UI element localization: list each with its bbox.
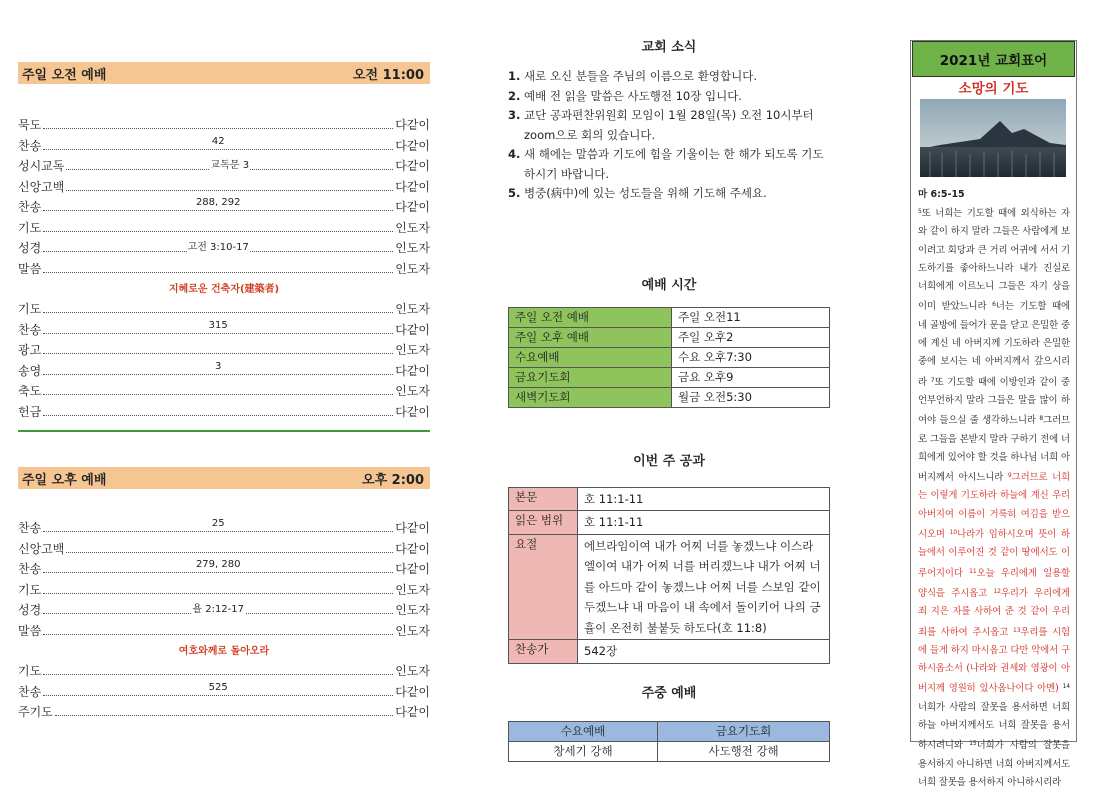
order-item: 기도 xyxy=(18,664,42,678)
service-time: 월금 오전5:30 xyxy=(672,387,830,407)
order-detail: 교독문 3 xyxy=(210,160,250,171)
news-text: 병중(病中)에 있는 성도들을 위해 기도해 주세요. xyxy=(524,186,767,200)
service-name: 금요기도회 xyxy=(509,367,672,387)
order-item: 찬송 xyxy=(18,562,42,576)
order-row xyxy=(18,178,430,199)
news-item xyxy=(508,87,830,107)
lesson-label: 요절 xyxy=(509,534,578,640)
midweek-title: 주중 예배 xyxy=(641,685,697,701)
service-times-table xyxy=(508,307,830,408)
lesson-row xyxy=(509,534,830,640)
lesson-label: 본문 xyxy=(509,487,578,511)
verse-number: 11 xyxy=(969,567,977,575)
leader-dots xyxy=(66,180,393,191)
order-leader: 인도자 xyxy=(395,664,430,678)
order-item: 송영 xyxy=(18,363,42,378)
order-item: 말씀 xyxy=(18,261,42,276)
lesson-table xyxy=(508,487,830,664)
morning-service xyxy=(18,62,430,423)
order-item: 주기도 xyxy=(18,705,53,719)
order-row xyxy=(18,403,430,424)
order-row xyxy=(18,260,430,281)
verse-number: 7 xyxy=(930,376,935,384)
order-row xyxy=(18,540,430,561)
order-detail xyxy=(217,402,219,413)
verse-text: 우리가 우리에게 죄 지은 자를 사하여 준 것 같이 우리 죄를 사하여 주시옵고 xyxy=(918,587,1070,638)
lesson-value: 에브라임이여 내가 어찌 너를 놓겠느냐 이스라엘이여 내가 어찌 너를 버리겠느냐 내가 어찌 너를 아드마 같이 놓겠느냐 어찌 너를 스보임 같이 두겠느냐 내 마음이 내 속에서 돌이키어 나의 긍휼이 온전히 불붙듯 하도다(호 11:8) xyxy=(578,534,830,640)
order-row xyxy=(18,519,430,540)
lesson-value: 호 11:1-11 xyxy=(578,487,830,511)
order-detail xyxy=(217,259,219,270)
order-item: 헌금 xyxy=(18,404,42,419)
order-detail xyxy=(217,381,219,392)
order-leader: 다같이 xyxy=(395,684,430,699)
verse-text: 그러므로 그들을 본받지 말라 구하기 전에 너희에게 있어야 할 것을 하나님 너희 아버지께서 아시느니라 xyxy=(918,415,1070,484)
news-item xyxy=(508,67,830,87)
lesson-label: 읽은 범위 xyxy=(509,511,578,535)
lesson-row xyxy=(509,640,830,664)
order-row xyxy=(18,219,430,240)
morning-service-time: 오전 11:00 xyxy=(352,67,424,83)
verse-text: 너는 기도할 때에 네 골방에 들어가 문을 닫고 은밀한 중에 계신 네 아버지께 기도하라 은밀한 중에 보시는 네 아버지께서 갚으시리라 xyxy=(918,301,1070,388)
verse-number: 14 xyxy=(1062,683,1070,691)
leader-dots xyxy=(66,159,393,170)
leader-dots xyxy=(43,241,393,252)
motto-title: 2021년 교회표어 xyxy=(912,41,1075,77)
order-leader: 인도자 xyxy=(395,220,430,235)
verse-text: 그러므로 너희는 이렇게 기도하라 하늘에 계신 우리 아버지여 이름이 거룩히 여김을 받으시오며 xyxy=(918,472,1070,541)
order-row xyxy=(18,362,430,383)
news-number: 2. xyxy=(508,88,521,103)
afternoon-service-title: 주일 오후 예배 xyxy=(22,472,107,488)
news-list xyxy=(508,67,830,204)
order-leader: 인도자 xyxy=(395,343,430,357)
order-leader: 다같이 xyxy=(395,404,430,419)
order-detail xyxy=(229,539,231,550)
service-time: 수요 오후7:30 xyxy=(672,347,830,367)
leader-dots xyxy=(43,405,393,416)
afternoon-service xyxy=(18,467,430,724)
order-row xyxy=(18,116,430,137)
service-time: 주일 오전11 xyxy=(672,307,830,327)
midweek-header-wed: 수요예배 xyxy=(509,721,658,741)
order-leader: 다같이 xyxy=(395,521,430,535)
order-item: 찬송 xyxy=(18,200,42,214)
order-leader: 인도자 xyxy=(395,261,430,276)
order-item: 찬송 xyxy=(18,521,42,535)
order-item: 성시교독 xyxy=(18,159,65,173)
verse-number: 6 xyxy=(992,301,996,309)
order-item: 신앙고백 xyxy=(18,541,65,556)
morning-sermon-title: 지혜로운 건축자(建築者) xyxy=(168,284,280,295)
service-time: 금요 오후9 xyxy=(672,367,830,387)
order-leader: 다같이 xyxy=(395,159,430,173)
leader-dots xyxy=(43,360,393,375)
verse-text: 너희가 사람의 잘못을 용서하지 아니하면 너희 아버지께서도 너희 잘못을 용서하지 아니하시리라 xyxy=(918,740,1070,788)
order-row xyxy=(18,198,430,219)
news-title: 교회 소식 xyxy=(641,40,697,55)
order-leader: 다같이 xyxy=(395,200,430,214)
order-leader: 인도자 xyxy=(395,241,430,255)
leader-dots xyxy=(66,542,393,553)
order-row xyxy=(18,157,430,178)
news-number: 1. xyxy=(508,69,521,83)
midweek-value-fri: 사도행전 강해 xyxy=(658,741,830,761)
news-number: 5. xyxy=(508,186,521,200)
leader-dots xyxy=(43,118,393,129)
afternoon-service-header xyxy=(18,467,430,489)
verse-number: 5 xyxy=(918,208,922,215)
order-item: 찬송 xyxy=(18,684,42,699)
verse-number: 12 xyxy=(993,587,1001,595)
order-item: 찬송 xyxy=(18,322,42,337)
order-item: 묵도 xyxy=(18,118,42,132)
verse-number: 15 xyxy=(969,740,977,748)
order-row xyxy=(18,137,430,158)
lesson-value: 호 11:1-11 xyxy=(578,511,830,535)
morning-order-list-2 xyxy=(18,300,430,423)
service-time: 주일 오후2 xyxy=(672,327,830,347)
morning-service-title: 주일 오전 예배 xyxy=(22,67,107,83)
order-item: 축도 xyxy=(18,384,42,398)
news-item xyxy=(508,106,830,145)
order-leader: 다같이 xyxy=(395,541,430,556)
lesson-row xyxy=(509,487,830,511)
news-number: 3. xyxy=(508,108,521,122)
order-item: 말씀 xyxy=(18,623,42,638)
order-detail: 42 xyxy=(211,135,225,147)
order-detail xyxy=(223,702,225,713)
service-time-row xyxy=(509,327,830,347)
service-time-row xyxy=(509,387,830,407)
leader-dots xyxy=(43,624,393,635)
order-row xyxy=(18,662,430,683)
leader-dots xyxy=(43,197,393,211)
order-leader: 인도자 xyxy=(395,603,430,617)
order-item: 광고 xyxy=(18,343,42,357)
service-times-title: 예배 시간 xyxy=(641,277,697,293)
leader-dots xyxy=(43,583,393,594)
morning-order-list xyxy=(18,116,430,280)
motto-panel xyxy=(910,40,1077,788)
section-divider xyxy=(18,430,430,432)
middle-column xyxy=(508,36,830,762)
midweek-header-fri: 금요기도회 xyxy=(658,721,830,741)
service-name: 새벽기도회 xyxy=(509,387,672,407)
verse-number: 8 xyxy=(1039,415,1044,423)
order-row xyxy=(18,341,430,362)
order-detail xyxy=(217,340,219,351)
verse-number: 10 xyxy=(949,529,958,537)
lesson-value: 542장 xyxy=(578,640,830,664)
news-text: 새 해에는 말씀과 기도에 힘을 기울이는 한 해가 되도록 기도하시기 바랍니다. xyxy=(524,147,824,181)
order-detail: 525 xyxy=(208,681,228,693)
leader-dots xyxy=(43,135,393,150)
afternoon-sermon-title: 여호와께로 돌아오라 xyxy=(178,646,270,657)
leader-dots xyxy=(43,262,393,273)
lesson-title: 이번 주 공과 xyxy=(633,453,705,469)
order-leader: 다같이 xyxy=(395,118,430,132)
order-item: 기도 xyxy=(18,220,42,235)
service-time-row xyxy=(509,347,830,367)
order-item: 찬송 xyxy=(18,138,42,153)
order-leader: 인도자 xyxy=(395,582,430,597)
order-detail: 고전 3:10-17 xyxy=(187,242,249,253)
order-row xyxy=(18,581,430,602)
order-detail xyxy=(217,580,219,591)
service-time-row xyxy=(509,367,830,387)
verse-number: 9 xyxy=(1007,472,1012,480)
order-leader: 다같이 xyxy=(395,562,430,576)
order-leader: 인도자 xyxy=(395,384,430,398)
order-item: 기도 xyxy=(18,302,42,316)
order-detail xyxy=(217,218,219,229)
order-item: 성경 xyxy=(18,241,42,255)
order-leader: 다같이 xyxy=(395,322,430,337)
leader-dots xyxy=(43,681,393,696)
order-detail xyxy=(217,661,219,672)
order-detail xyxy=(217,299,219,310)
news-item xyxy=(508,184,830,204)
order-row xyxy=(18,683,430,704)
order-detail: 288, 292 xyxy=(195,197,241,208)
lesson-label: 찬송가 xyxy=(509,640,578,664)
order-row xyxy=(18,300,430,321)
verse-text: 오늘 우리에게 일용할 양식을 주시옵고 xyxy=(918,567,1070,599)
leader-dots xyxy=(43,221,393,232)
service-time-row xyxy=(509,307,830,327)
order-row xyxy=(18,560,430,581)
order-row xyxy=(18,703,430,724)
order-row xyxy=(18,382,430,403)
leader-dots xyxy=(43,343,393,354)
leader-dots xyxy=(55,705,393,716)
leader-dots xyxy=(43,603,393,614)
verse-text: 나라가 임하시오며 뜻이 하늘에서 이루어진 것 같이 땅에서도 이루어지이다 xyxy=(918,529,1070,579)
order-detail: 욜 2:12-17 xyxy=(192,604,245,615)
order-row xyxy=(18,601,430,622)
order-detail xyxy=(229,177,231,188)
order-detail: 3 xyxy=(215,360,222,372)
order-leader: 인도자 xyxy=(395,302,430,316)
verse-text: 너희가 사람의 잘못을 용서하면 너희 하늘 아버지께서도 너희 잘못을 용서하시려니와 xyxy=(918,701,1070,752)
leader-dots xyxy=(43,559,393,573)
midweek-value-wed: 창세기 강해 xyxy=(509,741,658,761)
order-item: 성경 xyxy=(18,603,42,617)
order-leader: 인도자 xyxy=(395,623,430,638)
leader-dots xyxy=(43,664,393,675)
order-item: 기도 xyxy=(18,582,42,597)
news-text: 교단 공과편찬위원회 모임이 1월 28일(목) 오전 10시부터 zoom으로 회의 있습니다. xyxy=(524,108,814,142)
order-detail xyxy=(217,621,219,632)
order-leader: 다같이 xyxy=(395,705,430,719)
verse-text: 또 너희는 기도할 때에 외식하는 자와 같이 하지 말라 그들은 사람에게 보이려고 회당과 큰 거리 어귀에 서서 기도하기를 좋아하느니라 내가 진실로 너희에게 이르노니 그들은 자기 상을 이미 받았느니라 xyxy=(918,208,1070,313)
leader-dots xyxy=(43,518,393,532)
order-row xyxy=(18,239,430,260)
afternoon-service-time: 오후 2:00 xyxy=(362,472,424,488)
prayer-title: 소망의 기도 xyxy=(958,81,1029,97)
leader-dots xyxy=(43,384,393,395)
news-item xyxy=(508,145,830,184)
order-detail: 279, 280 xyxy=(195,559,241,570)
leader-dots xyxy=(43,319,393,334)
order-detail xyxy=(217,115,219,126)
afternoon-order-list-2 xyxy=(18,662,430,724)
scripture-text xyxy=(918,203,1070,792)
scripture-reference: 마 6:5-15 xyxy=(918,189,965,200)
news-text: 새로 오신 분들을 주님의 이름으로 환영합니다. xyxy=(524,69,758,83)
order-leader: 다같이 xyxy=(395,138,430,153)
verse-text: 또 기도할 때에 이방인과 같이 중언부언하지 말라 그들은 말을 많이 하여야 들으실 줄 생각하느니라 xyxy=(918,376,1070,427)
verse-text: 우리를 시험에 들게 하지 마시옵고 다만 악에서 구하시옵소서 (나라와 권세와 영광이 아버지께 영원히 있사옵나이다 아멘) xyxy=(918,626,1070,695)
order-detail: 25 xyxy=(211,518,225,529)
news-text: 예배 전 읽을 말씀은 사도행전 10장 입니다. xyxy=(524,88,742,103)
afternoon-order-list xyxy=(18,519,430,642)
order-leader: 다같이 xyxy=(395,179,430,194)
order-leader: 다같이 xyxy=(395,363,430,378)
order-row xyxy=(18,321,430,342)
verse-number: 13 xyxy=(1012,626,1021,634)
leader-dots xyxy=(43,302,393,313)
service-name: 수요예배 xyxy=(509,347,672,367)
midweek-table xyxy=(508,721,830,762)
lesson-row xyxy=(509,511,830,535)
news-number: 4. xyxy=(508,147,521,161)
service-name: 주일 오후 예배 xyxy=(509,327,672,347)
order-row xyxy=(18,622,430,643)
mountain-landscape-image xyxy=(920,99,1066,177)
service-name: 주일 오전 예배 xyxy=(509,307,672,327)
order-item: 신앙고백 xyxy=(18,179,65,194)
morning-service-header xyxy=(18,62,430,84)
order-detail: 315 xyxy=(208,319,228,331)
